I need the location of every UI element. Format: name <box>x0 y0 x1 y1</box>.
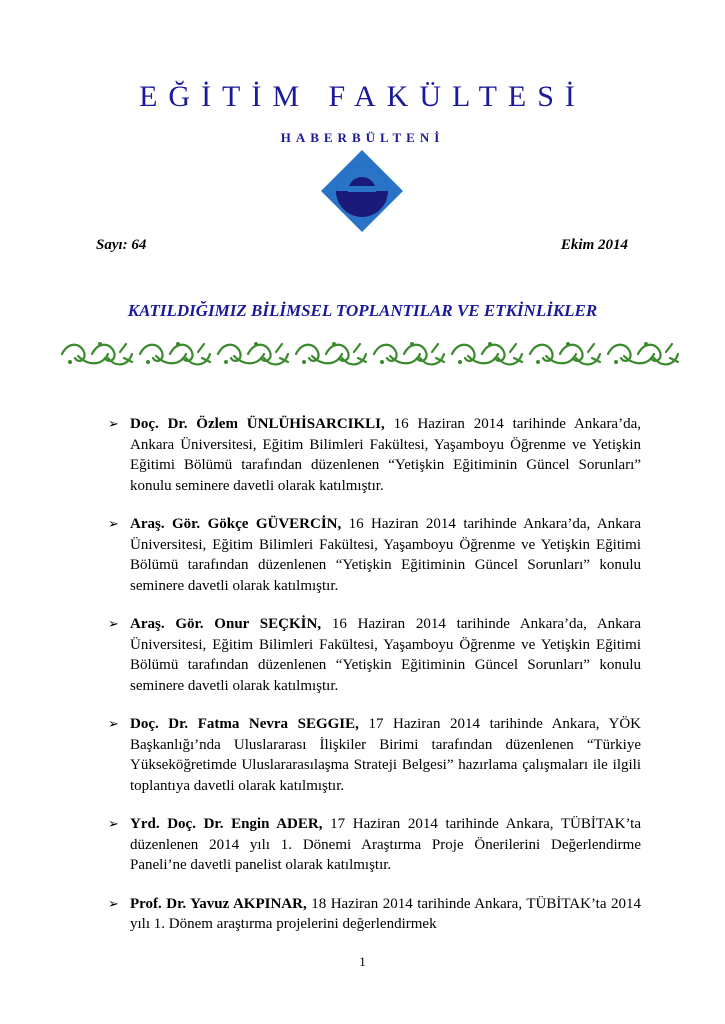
participant-name: Prof. Dr. Yavuz AKPINAR, <box>130 895 307 912</box>
bullet-arrow-icon: ➢ <box>108 895 119 911</box>
participant-name: Doç. Dr. Özlem ÜNLÜHİSARCIKLI, <box>130 416 385 432</box>
activity-description: 16 Haziran 2014 tarihinde Ankara’da, Ankara Üniversitesi, Eğitim Bilimleri Fakültesi, Yaşamboyu Öğrenme ve Yetişkin Eğitimi Bölümü tarafından düzenlenen “Yetişkin Eğitiminin Güncel Sorunları” konulu seminere davetli olarak katılmıştır. <box>130 516 641 594</box>
activity-description: 16 Haziran 2014 tarihinde Ankara’da, Ankara Üniversitesi, Eğitim Bilimleri Fakültesi, Yaşamboyu Öğrenme ve Yetişkin Eğitimi Bölümü tarafından düzenlenen “Yetişkin Eğitiminin Güncel Sorunları” konulu seminere davetli olarak katılmıştır. <box>130 616 641 694</box>
bullet-arrow-icon: ➢ <box>108 616 119 631</box>
participant-name: Araş. Gör. Gökçe GÜVERCİN, <box>130 516 342 532</box>
faculty-logo-icon <box>319 148 405 234</box>
bullet-arrow-icon: ➢ <box>108 716 119 731</box>
activity-description: 18 Haziran 2014 tarihinde Ankara, TÜBİTAK’ta 2014 yılı 1. Dönem araştırma projelerini değerlendirmek <box>130 895 641 932</box>
issue-date: Ekim 2014 <box>560 237 628 253</box>
floral-divider-icon <box>58 336 688 372</box>
participant-name: Doç. Dr. Fatma Nevra SEGGIE, <box>130 716 359 732</box>
list-item <box>108 814 641 876</box>
issue-number: Sayı: 64 <box>96 237 147 253</box>
section-title: KATILDIĞIMIZ BİLİMSEL TOPLANTILAR VE ETKİNLİKLER <box>127 301 598 320</box>
list-item <box>108 514 641 596</box>
list-item <box>108 414 641 496</box>
list-item <box>108 714 641 796</box>
newsletter-subtitle: HABERBÜLTENİ <box>280 130 445 145</box>
page-number: 1 <box>359 954 366 969</box>
list-item <box>108 894 641 935</box>
activity-list <box>108 414 641 953</box>
newsletter-title: EĞİTİM FAKÜLTESİ <box>139 80 586 113</box>
list-item <box>108 614 641 696</box>
bullet-arrow-icon: ➢ <box>108 816 119 831</box>
participant-name: Araş. Gör. Onur SEÇKİN, <box>130 616 322 632</box>
activity-description: 17 Haziran 2014 tarihinde Ankara, TÜBİTAK’ta düzenlenen 2014 yılı 1. Dönemi Araştırma Proje Önerilerini Değerlendirme Paneli’ne davetli panelist olarak katılmıştır. <box>130 816 641 873</box>
activity-description: 16 Haziran 2014 tarihinde Ankara’da, Ankara Üniversitesi, Eğitim Bilimleri Fakültesi, Yaşamboyu Öğrenme ve Yetişkin Eğitimi Bölümü tarafından düzenlenen “Yetişkin Eğitiminin Güncel Sorunları” konulu seminere davetli olarak katılmıştır. <box>130 416 641 494</box>
bullet-arrow-icon: ➢ <box>108 516 119 531</box>
activity-description: 17 Haziran 2014 tarihinde Ankara, YÖK Başkanlığı’nda Uluslararası İlişkiler Birimi tarafından düzenlenen “Türkiye Yükseköğretimde Uluslararasılaşma Strateji Belgesi” hazırlama çalışmaları ile ilgili toplantıya davetli olarak katılmıştır. <box>130 716 641 794</box>
bullet-arrow-icon: ➢ <box>108 416 119 431</box>
participant-name: Yrd. Doç. Dr. Engin ADER, <box>130 816 323 832</box>
